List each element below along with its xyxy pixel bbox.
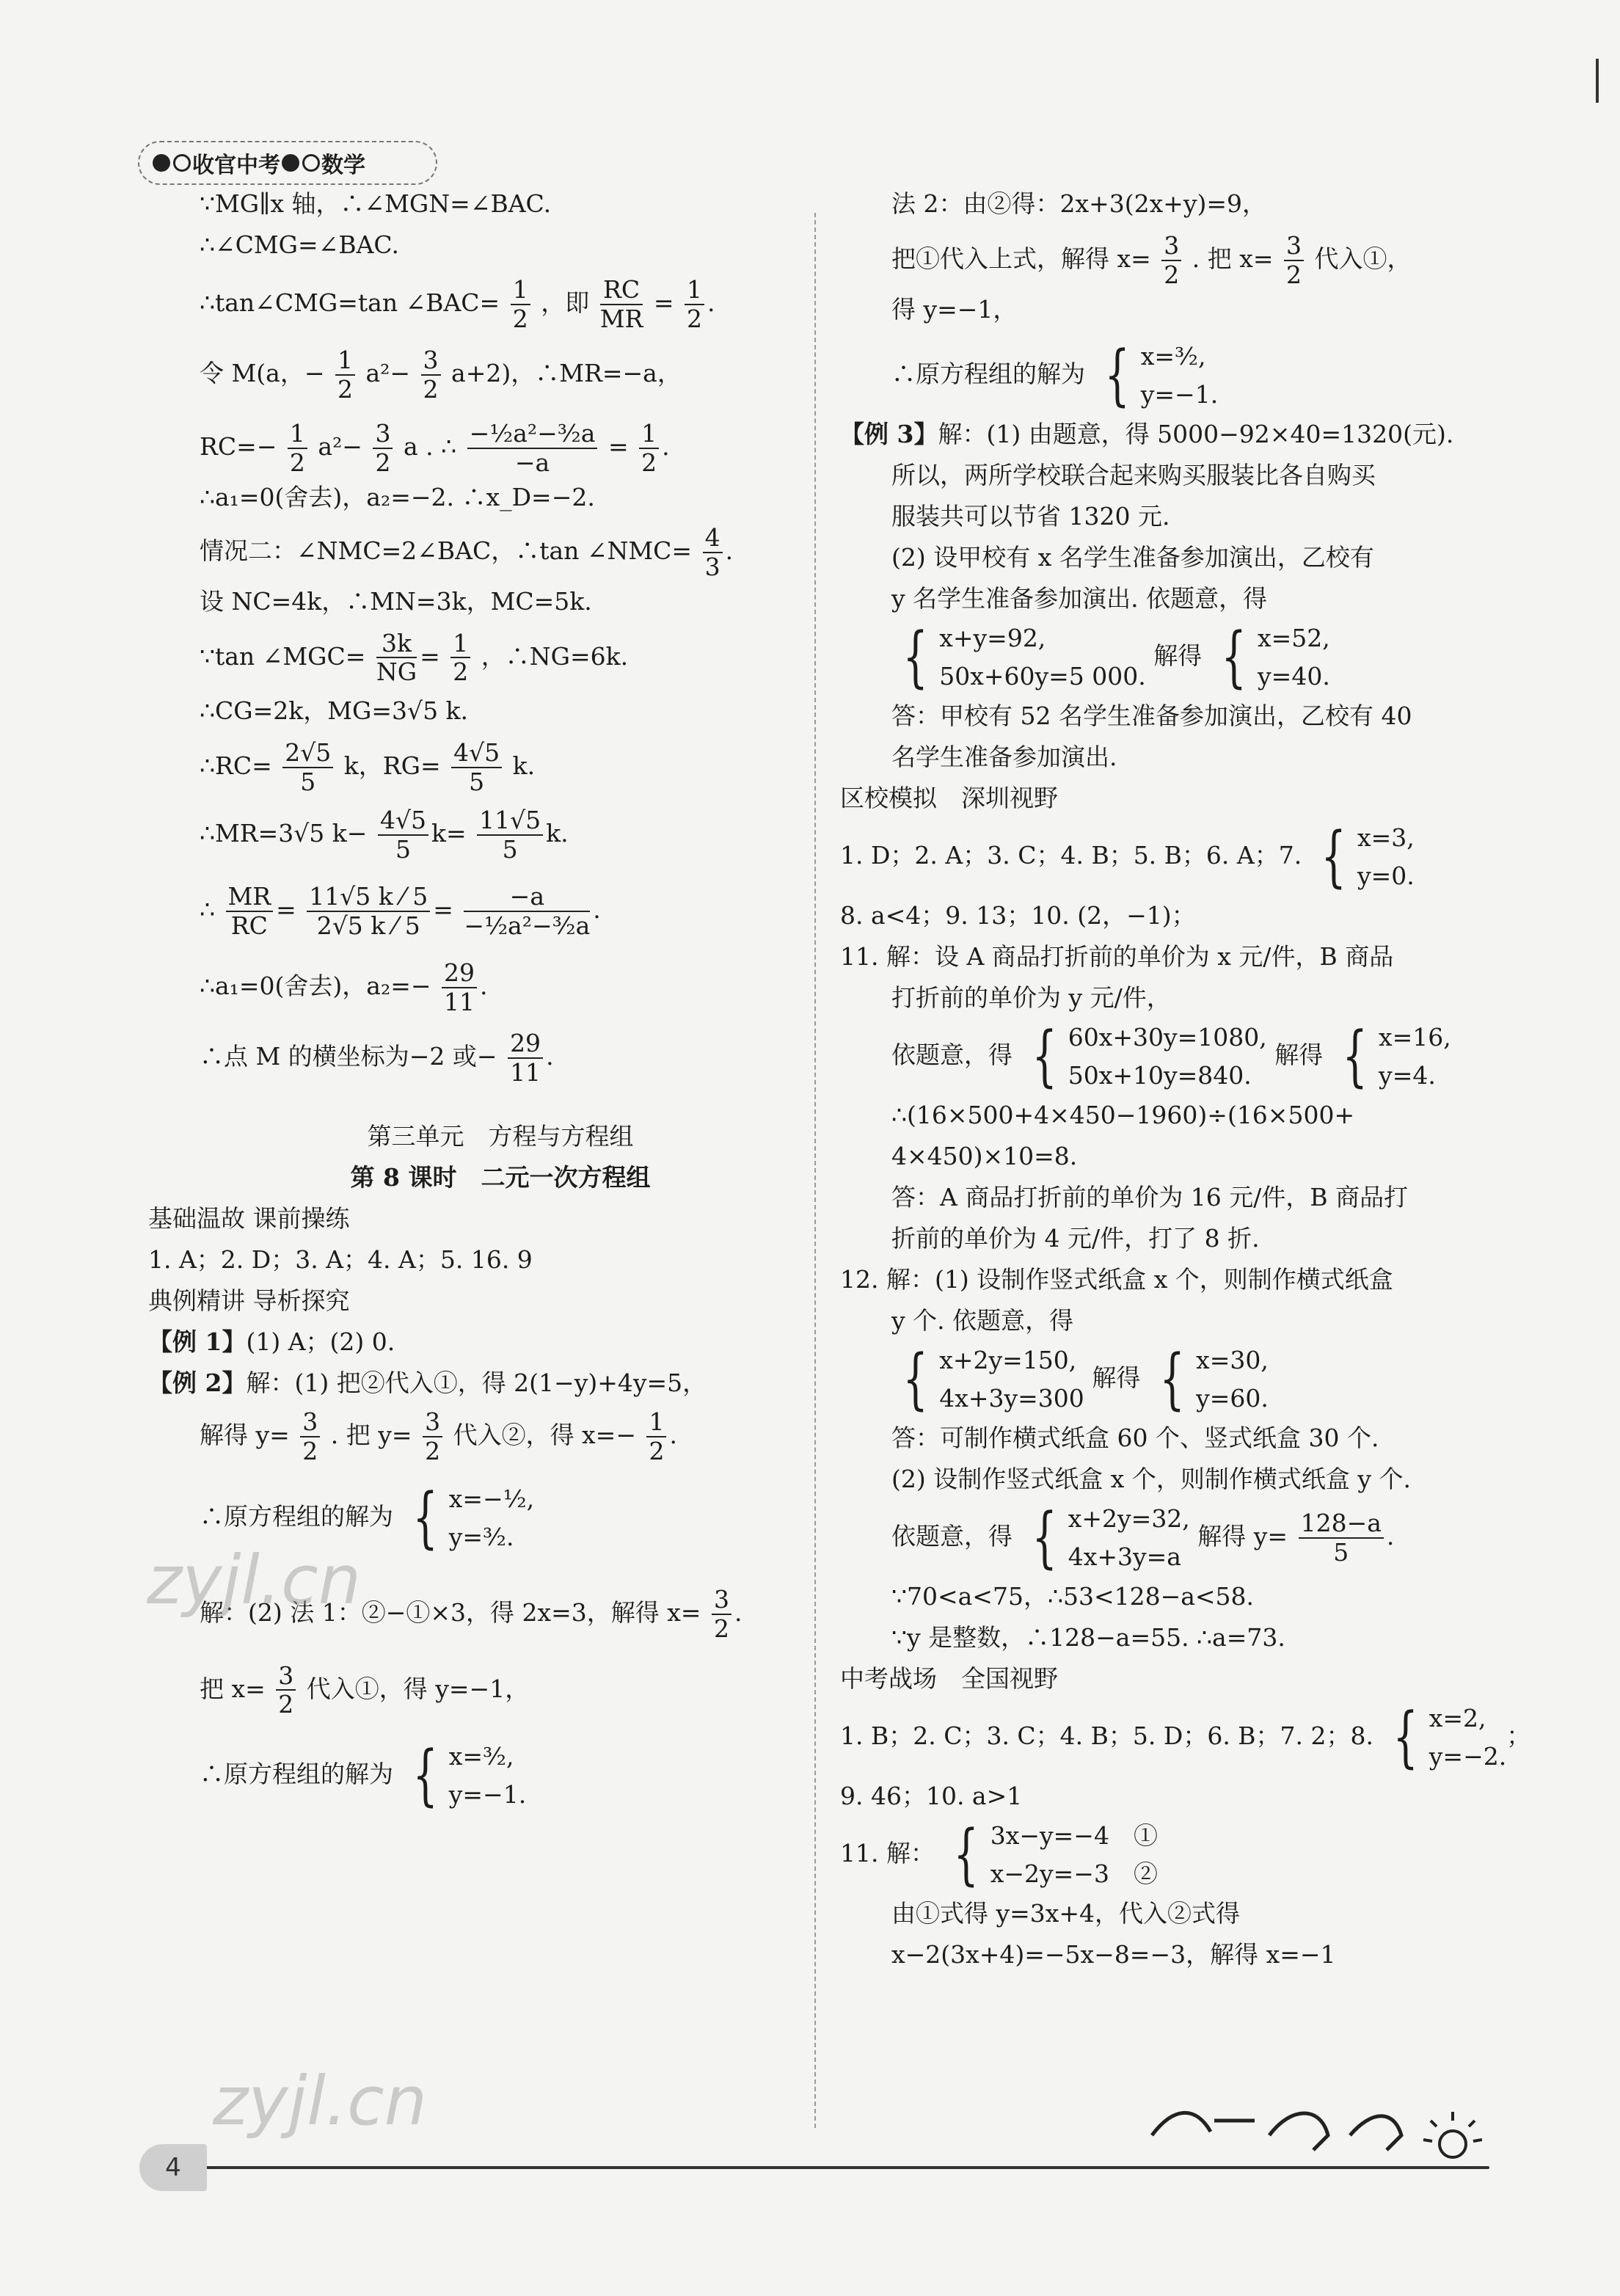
text: a²− <box>318 431 362 461</box>
example-line <box>840 414 1500 455</box>
text: 令 M(a，− <box>200 358 325 387</box>
fraction <box>276 1662 296 1719</box>
equation: x=52, <box>1258 623 1330 652</box>
numerator: 11√5 <box>477 806 543 836</box>
denominator: −½a²−³⁄₂a <box>464 911 591 941</box>
numerator: 3 <box>423 1408 442 1437</box>
section-heading: 基础温故 课前操练 <box>148 1203 350 1233</box>
text: 解得 y= <box>200 1420 290 1449</box>
line: 法 2：由②得：2x+3(2x+y)=9， <box>891 189 1267 218</box>
section-heading: 中考战场 全国视野 <box>840 1663 1058 1693</box>
section-heading: 典例精讲 导析探究 <box>148 1286 350 1315</box>
equation: x=30, <box>1196 1345 1269 1374</box>
numerator: RC <box>600 276 643 305</box>
line: ∴a₁=0(舍去)，a₂=− $\frac{29}{11}$ . <box>200 958 488 1016</box>
fraction <box>1161 232 1181 289</box>
text: 解得 <box>1153 641 1203 670</box>
text: 代入①， <box>1314 244 1412 273</box>
equation: x−2y=−3 ② <box>990 1859 1158 1888</box>
example-line <box>148 1322 801 1363</box>
equation-system <box>1024 1018 1267 1095</box>
numerator: −½a²−³⁄₂a <box>467 420 598 449</box>
fraction <box>288 420 307 477</box>
equation-system <box>894 1341 1084 1418</box>
brace-icon: { <box>1103 336 1130 414</box>
denominator: 2 <box>649 1436 665 1465</box>
line <box>840 1341 1500 1418</box>
equation: 4x+3y=300 <box>939 1383 1084 1413</box>
numerator: 4√5 <box>451 739 502 768</box>
text: 把 x= <box>200 1674 266 1703</box>
brace-icon: { <box>953 1815 979 1893</box>
equation-system <box>1213 619 1330 696</box>
denominator: RC <box>230 911 268 941</box>
line <box>840 232 1500 289</box>
text: 依题意，得 <box>891 1040 1012 1069</box>
equation-system <box>1334 1018 1451 1095</box>
fraction <box>467 420 598 477</box>
equation: y=−1. <box>1140 379 1219 409</box>
equation-system <box>1384 1699 1507 1776</box>
numerator: 3 <box>421 346 441 376</box>
footer-wave-icon <box>1145 2091 1482 2172</box>
denominator: 2 <box>1164 260 1180 289</box>
fraction <box>373 420 393 477</box>
equation: 3x−y=−4 ① <box>990 1821 1158 1850</box>
denominator: 2 <box>687 304 702 333</box>
fraction <box>423 1408 442 1465</box>
line: 名学生准备参加演出. <box>891 742 1117 771</box>
fraction <box>477 806 543 864</box>
text: ∴原方程组的解为 <box>200 1760 393 1789</box>
equation: x+y=92, <box>939 623 1046 652</box>
fraction <box>464 883 590 940</box>
line: 折前的单价为 4 元/件，打了 8 折. <box>891 1223 1260 1253</box>
line <box>200 739 801 796</box>
watermark: zyjl.cn <box>213 2062 427 2140</box>
brace-icon: { <box>1031 1017 1057 1095</box>
numerator: 1 <box>685 276 704 305</box>
text: ∵tan ∠MGC= <box>200 641 366 671</box>
text: 解得 <box>1092 1363 1141 1392</box>
fraction <box>442 959 477 1016</box>
equation: x+2y=150, <box>939 1345 1077 1374</box>
line: 答：A 商品打折前的单价为 16 元/件，B 商品打 <box>891 1182 1409 1211</box>
line: 得 y=−1， <box>891 294 1018 324</box>
numerator: 128−a <box>1299 1509 1384 1539</box>
line <box>200 1738 801 1814</box>
example-line <box>148 1363 801 1404</box>
equation: y=60. <box>1196 1383 1269 1413</box>
equation: x=2, <box>1429 1703 1486 1732</box>
text: RC=− <box>200 431 277 461</box>
text: k. <box>512 751 536 781</box>
denominator: 2 <box>289 448 305 477</box>
brace-icon: { <box>1392 1698 1418 1776</box>
numerator: 3 <box>300 1408 320 1437</box>
brace-icon: { <box>1159 1340 1185 1418</box>
text: 解得 <box>1274 1040 1324 1069</box>
equation: y=−1. <box>448 1780 527 1810</box>
fraction <box>307 883 430 940</box>
example-tag: 【例 2】 <box>148 1368 247 1397</box>
text: . 把 x= <box>1192 244 1274 273</box>
denominator: 2 <box>1286 260 1302 289</box>
numerator: 1 <box>288 420 307 449</box>
line: ∴a₁=0(舍去)，a₂=−2. ∴x_D=−2. <box>200 482 595 511</box>
section-heading: 区校模拟 深圳视野 <box>840 783 1058 812</box>
text: ，∴NG=6k. <box>481 641 629 671</box>
text: 代入②，得 x=− <box>453 1420 636 1449</box>
text: ∴RC= <box>200 751 272 781</box>
fraction <box>378 806 428 864</box>
denominator: 5 <box>300 768 316 797</box>
numerator: 1 <box>646 1408 666 1437</box>
text: 1. D；2. A；3. C；4. B；5. B；6. A；7. <box>840 840 1302 870</box>
equation-system <box>1151 1341 1269 1418</box>
fraction <box>451 739 502 796</box>
line: ∵tan ∠MGC= $\frac{3k}{NG}$ = $\frac{1}{2}$ ，∴NG=6k. <box>200 628 629 687</box>
line: 12. 解：(1) 设制作竖式纸盒 x 个，则制作横式纸盒 <box>840 1264 1393 1294</box>
numerator: 1 <box>335 346 355 376</box>
text: 把①代入上式，解得 x= <box>891 244 1151 273</box>
line: 答：甲校有 52 名学生准备参加演出，乙校有 40 <box>891 701 1412 730</box>
equation: y=−2. <box>1429 1741 1507 1771</box>
unit-title: 第三单元 方程与方程组 <box>367 1121 634 1151</box>
column-divider <box>814 213 816 2128</box>
header-badge <box>138 141 437 185</box>
brace-icon: { <box>1031 1498 1057 1576</box>
equation: y=0. <box>1357 861 1415 890</box>
denominator: 2 <box>337 374 353 404</box>
denominator: 2 <box>512 304 528 333</box>
numerator: 3 <box>1284 232 1304 261</box>
numerator: 3 <box>373 420 393 449</box>
line <box>200 346 801 404</box>
equation: y=4. <box>1379 1060 1436 1090</box>
equation-system <box>404 1480 535 1556</box>
line: 所以，两所学校联合起来购买服装比各自购买 <box>891 460 1376 489</box>
numerator: 3 <box>712 1586 731 1615</box>
equation: x+2y=32, <box>1068 1504 1190 1533</box>
denominator: 2 <box>425 1436 441 1465</box>
numerator: 3 <box>276 1662 296 1691</box>
brace-icon: { <box>412 1737 438 1815</box>
line: (2) 设制作竖式纸盒 x 个，则制作横式纸盒 y 个. <box>891 1464 1411 1493</box>
line: 情况二：∠NMC=2∠BAC，∴tan ∠NMC= $\frac{4}{3}$ . <box>200 522 734 581</box>
line: ∵70<a<75，∴53<128−a<58. <box>891 1581 1255 1611</box>
text: a . ∴ <box>403 431 457 461</box>
equation-system <box>404 1738 527 1814</box>
equation: 4x+3y=a <box>1068 1542 1181 1571</box>
text: 情况二：∠NMC=2∠BAC，∴tan ∠NMC= <box>200 536 693 565</box>
line: 设 NC=4k，∴MN=3k，MC=5k. <box>200 586 592 616</box>
denominator: 11 <box>510 1057 541 1087</box>
line: ∵y 是整数，∴128−a=55. ∴a=73. <box>891 1622 1285 1652</box>
text: = <box>653 288 674 317</box>
denominator: 11 <box>444 987 475 1016</box>
text: . 把 y= <box>330 1420 412 1449</box>
numerator: 4 <box>703 524 723 553</box>
fraction <box>511 276 530 333</box>
equation-system <box>945 1817 1157 1893</box>
denominator: 2 <box>375 448 391 477</box>
fraction <box>226 883 274 940</box>
line: 4×450)×10=8. <box>891 1141 1078 1170</box>
answer-line: 1. B；2. C；3. C；4. B；5. D；6. B；7. 2；8. { x=2, y=−2. ； <box>840 1698 1531 1776</box>
fraction <box>335 346 355 404</box>
fraction <box>639 420 659 477</box>
line: x−2(3x+4)=−5x−8=−3，解得 x=−1 <box>891 1939 1336 1969</box>
text: ∴ <box>200 895 215 925</box>
equation: x=−½, <box>448 1484 535 1513</box>
text: = <box>608 431 629 461</box>
fraction <box>1299 1509 1384 1567</box>
text: 代入①，得 y=−1， <box>306 1674 530 1703</box>
line: 由①式得 y=3x+4，代入②式得 <box>891 1898 1241 1928</box>
brace-icon: { <box>1221 618 1247 696</box>
equation: x=³⁄₂, <box>1140 341 1206 371</box>
denominator: 2√5 k ⁄ 5 <box>316 911 420 941</box>
denominator: NG <box>376 657 417 687</box>
text: k，RG= <box>343 751 441 781</box>
denominator: 5 <box>395 835 411 864</box>
denominator: 2 <box>278 1690 294 1719</box>
equation-system <box>1096 338 1219 414</box>
numerator: 29 <box>442 959 477 988</box>
line: ∴点 M 的横坐标为−2 或− $\frac{29}{11}$ . <box>200 1028 554 1087</box>
corner-mark <box>1596 59 1599 103</box>
text: a²− <box>365 358 411 387</box>
equation-system <box>1313 819 1415 895</box>
right-column <box>840 183 1531 1975</box>
line: (2) 设甲校有 x 名学生准备参加演出，乙校有 <box>891 542 1374 572</box>
text: (1) A；(2) 0. <box>246 1327 395 1356</box>
numerator: 3 <box>1161 232 1181 261</box>
equation: 50x+60y=5 000. <box>939 661 1146 690</box>
text: 1. B；2. C；3. C；4. B；5. D；6. B；7. 2；8. <box>840 1721 1374 1750</box>
numerator: 11√5 k ⁄ 5 <box>307 883 430 912</box>
page-number: 4 <box>139 2144 207 2191</box>
text: ，即 <box>541 288 590 317</box>
denominator: −a <box>514 448 550 477</box>
text: 解：(1) 把②代入①，得 2(1−y)+4y=5， <box>246 1368 707 1397</box>
text: ∴原方程组的解为 <box>200 1501 393 1531</box>
fraction <box>421 346 441 404</box>
equation: 60x+30y=1080, <box>1068 1022 1267 1052</box>
denominator: 5 <box>469 768 485 797</box>
text: 11. 解： <box>840 1838 935 1867</box>
denominator: 2 <box>423 374 439 404</box>
denominator: MR <box>599 304 643 333</box>
fraction <box>1284 232 1304 289</box>
denominator: 2 <box>641 448 657 477</box>
fraction <box>300 1408 320 1465</box>
line <box>840 338 1500 414</box>
numerator: 2√5 <box>282 739 333 768</box>
line: ∴CG=2k，MG=3√5 k. <box>200 696 469 726</box>
denominator: 5 <box>1333 1537 1349 1567</box>
fraction <box>712 1586 731 1643</box>
line: y 个. 依题意，得 <box>891 1305 1074 1335</box>
brace-icon: { <box>1342 1017 1368 1095</box>
fraction <box>282 739 333 796</box>
text: ∴原方程组的解为 <box>891 359 1085 388</box>
line: ∵MG∥x 轴，∴∠MGN=∠BAC. <box>200 189 552 218</box>
denominator: 2 <box>714 1614 730 1643</box>
equation: x=16, <box>1379 1022 1451 1052</box>
fraction <box>508 1029 543 1087</box>
line: RC=− $\frac{1}{2}$ a²− $\frac{3}{2}$ a . ∴ $\frac{\text{−½a²−³⁄₂a}}{-a}$ = $\frac{1}{2}$ . <box>200 418 670 477</box>
numerator: 4√5 <box>378 806 428 836</box>
line: 打折前的单价为 y 元/件， <box>891 983 1171 1012</box>
line: ∴MR=3√5 k− $\frac{4√5}{5}$ k= $\frac{11√5}{5}$ k. <box>200 806 569 864</box>
brace-icon: { <box>902 1340 928 1418</box>
numerator: −a <box>464 883 590 912</box>
line: ∴ $\frac{MR}{RC}$ = $\frac{11√5 k ⁄ 5}{2√5 k ⁄ 5}$ = $\frac{-a}{\text{−½a²−³⁄₂a}}$ . <box>200 882 601 941</box>
line: 服装共可以节省 1320 元. <box>891 501 1170 531</box>
answer-line: 8. a<4；9. 13；10. (2，−1)； <box>840 900 1196 930</box>
line: ∴tan∠CMG=tan ∠BAC= $\frac{1}{2}$ ，即 $\frac{RC}{MR}$ = $\frac{1}{2}$ . <box>200 275 715 333</box>
numerator: 1 <box>511 276 530 305</box>
header-title: 收官中考 <box>192 153 280 178</box>
line: 解：(2) 法 1：②−①×3，得 2x=3，解得 x= $\frac{3}{2}$ . <box>200 1584 742 1643</box>
fraction <box>600 276 643 333</box>
line: ∴∠CMG=∠BAC. <box>200 230 399 259</box>
lesson-title: 第 8 课时 二元一次方程组 <box>350 1162 651 1192</box>
numerator: 3k <box>376 630 417 659</box>
filled-dot-icon <box>282 154 299 172</box>
fraction <box>450 630 470 687</box>
brace-icon: { <box>1321 817 1346 895</box>
answer-line: 9. 46；10. a>1 <box>840 1781 1023 1810</box>
fraction <box>646 1408 666 1465</box>
denominator: 2 <box>302 1436 318 1465</box>
equation: x=3, <box>1357 823 1415 852</box>
text: a+2)，∴MR=−a， <box>451 358 682 387</box>
ring-dot-icon <box>173 154 191 172</box>
numerator: 1 <box>450 630 470 659</box>
answer-line: 1. A；2. D；3. A；4. A；5. 16. 9 <box>148 1244 533 1274</box>
text: 解得 y= <box>1197 1521 1288 1550</box>
line: 依题意，得 { x+2y=32, 4x+3y=a 解得 y= $\frac{128-a}{5}$ . <box>891 1498 1395 1576</box>
line: ∴(16×500+4×450−1960)÷(16×500+ <box>891 1100 1355 1129</box>
text: 解：(2) 法 1：②−①×3，得 2x=3，解得 x= <box>200 1597 701 1627</box>
brace-icon: { <box>412 1479 438 1556</box>
header-subject: 数学 <box>321 153 365 178</box>
equation: y=³⁄₂. <box>448 1522 514 1551</box>
text: 依题意，得 <box>891 1521 1012 1550</box>
equation: 50x+10y=840. <box>1068 1060 1252 1090</box>
equation: x=³⁄₂, <box>448 1742 514 1771</box>
equation: y=40. <box>1258 661 1330 690</box>
equation-system <box>894 619 1146 696</box>
numerator: 1 <box>639 420 659 449</box>
numerator: MR <box>226 883 274 912</box>
watermark: zyjl.cn <box>147 1541 361 1619</box>
equation-system <box>1024 1500 1190 1576</box>
ring-dot-icon <box>302 154 320 172</box>
text: ∴点 M 的横坐标为−2 或− <box>200 1041 497 1071</box>
line: 11. 解：设 A 商品打折前的单价为 x 元/件，B 商品 <box>840 941 1394 971</box>
text: ∴tan∠CMG=tan ∠BAC= <box>200 288 500 317</box>
line <box>840 1817 1500 1893</box>
answer-line <box>840 819 1500 895</box>
fraction <box>685 276 704 333</box>
line: y 名学生准备参加演出. 依题意，得 <box>891 583 1268 613</box>
denominator: 5 <box>502 835 518 864</box>
numerator: 29 <box>508 1029 543 1059</box>
denominator: 3 <box>704 552 720 581</box>
line: 答：可制作横式纸盒 60 个、竖式纸盒 30 个. <box>891 1423 1379 1452</box>
line <box>200 1662 801 1719</box>
fraction <box>376 630 417 687</box>
filled-dot-icon <box>153 154 170 172</box>
line: 解得 y= $\frac{3}{2}$ . 把 y= $\frac{3}{2}$ 代入②，得 x=− $\frac{1}{2}$ . <box>200 1407 677 1465</box>
line <box>840 619 1500 696</box>
text: 解：(1) 由题意，得 5000−92×40=1320(元). <box>938 419 1454 448</box>
example-tag: 【例 1】 <box>148 1327 247 1356</box>
fraction <box>703 524 723 581</box>
text: ∴MR=3√5 k− <box>200 819 368 848</box>
text: ∴a₁=0(舍去)，a₂=− <box>200 971 431 1000</box>
denominator: 2 <box>453 657 469 687</box>
brace-icon: { <box>902 618 928 696</box>
example-tag: 【例 3】 <box>840 419 938 448</box>
line <box>840 1018 1500 1095</box>
